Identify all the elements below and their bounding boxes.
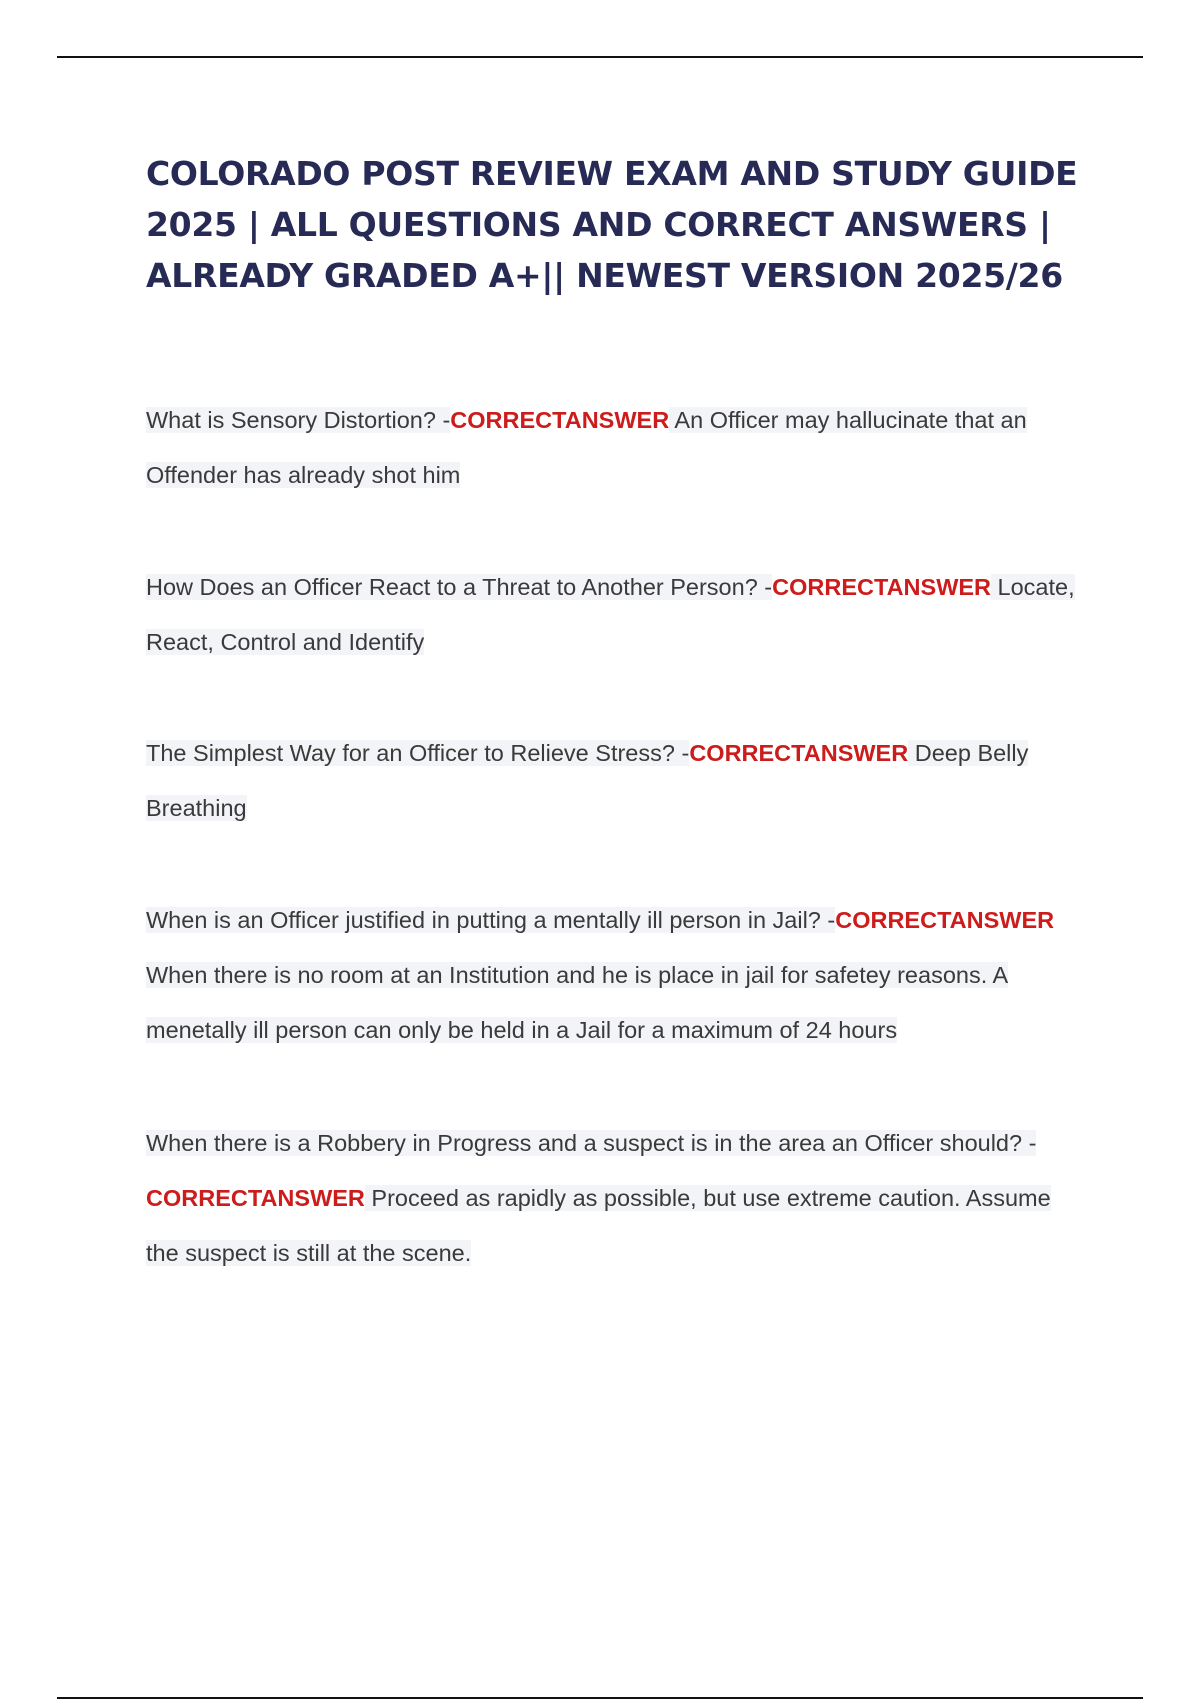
- qa-item: [146, 893, 1086, 1058]
- correct-answer-marker: CORRECTANSWER: [772, 574, 992, 600]
- qa-item: [146, 393, 1086, 503]
- bottom-rule: [57, 1697, 1143, 1699]
- correct-answer-marker: CORRECTANSWER: [689, 740, 909, 766]
- correct-answer-marker: CORRECTANSWER: [146, 1185, 365, 1211]
- question-text: What is Sensory Distortion? -: [146, 407, 451, 433]
- answer-text: When there is no room at an Institution and he is place in jail for safetey reasons. A menetally ill person can only be held in a Jail for a maximum of 24 hours: [146, 962, 1009, 1043]
- question-text: When there is a Robbery in Progress and a suspect is in the area an Officer should? -: [146, 1130, 1037, 1156]
- question-text: When is an Officer justified in putting a mentally ill person in Jail? -: [146, 907, 836, 933]
- question-text: How Does an Officer React to a Threat to Another Person? -: [146, 574, 773, 600]
- answer-text: Proceed as rapidly as possible, but use extreme caution. Assume the suspect is still at the scene.: [146, 1185, 1051, 1266]
- top-rule: [57, 56, 1143, 58]
- correct-answer-marker: CORRECTANSWER: [835, 907, 1055, 933]
- answer-text: Deep Belly Breathing: [146, 740, 1029, 821]
- qa-item: [146, 726, 1086, 836]
- qa-item: [146, 560, 1086, 670]
- document-title: COLORADO POST REVIEW EXAM AND STUDY GUIDE 2025 | ALL QUESTIONS AND CORRECT ANSWERS | ALREADY GRADED A+|| NEWEST VERSION 2025/26: [146, 154, 1078, 295]
- question-text: The Simplest Way for an Officer to Relieve Stress? -: [146, 740, 690, 766]
- answer-text: Locate, React, Control and Identify: [146, 574, 1075, 655]
- answer-text: An Officer may hallucinate that an Offender has already shot him: [146, 407, 1027, 488]
- qa-item: [146, 1116, 1086, 1281]
- correct-answer-marker: CORRECTANSWER: [450, 407, 670, 433]
